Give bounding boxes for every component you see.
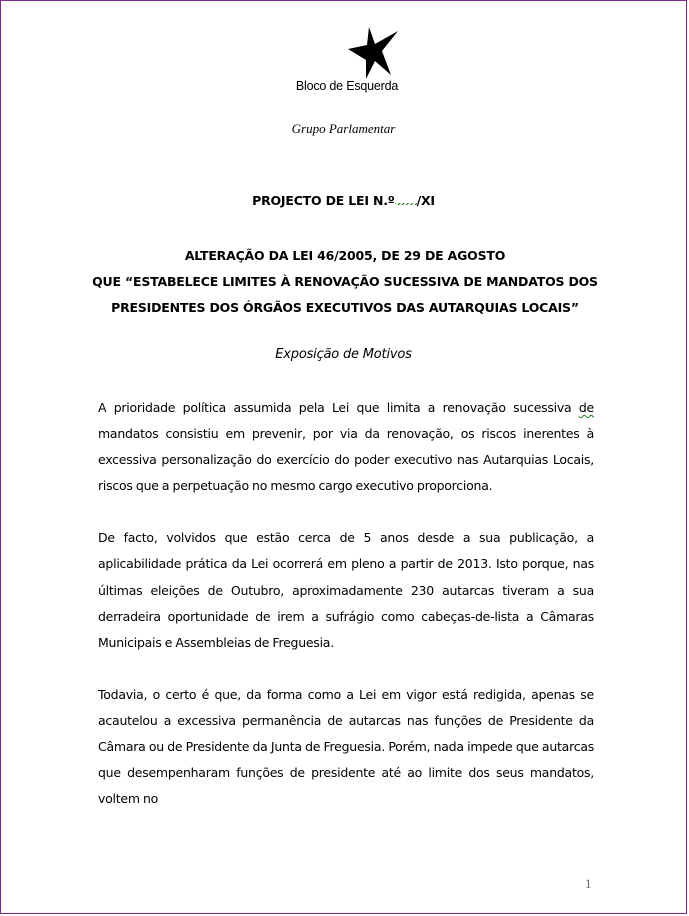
project-prefix: PROJECTO DE LEI N.º	[252, 193, 395, 208]
party-logo	[288, 27, 406, 99]
spellcheck-word: de	[578, 400, 594, 415]
title-line: QUE “ESTABELECE LIMITES À RENOVAÇÃO SUCESSIVA DE MANDATOS DOS	[92, 274, 598, 289]
paragraph-2: De facto, volvidos que estão cerca de 5 anos desde a sua publicação, a aplicabilidade prática da Lei ocorrerá em pleno a partir de 2013. Isto porque, nas últimas eleições de Outubro, aproximadamente 230 autarcas tiveram a sua derradeira oportunidade de irem a sufrágio como cabeças-de-lista a Câmaras Municipais e Assembleias de Freguesia.	[98, 530, 594, 650]
project-number	[1, 193, 686, 208]
paragraph-3: Todavia, o certo é que, da forma como a Lei em vigor está redigida, apenas se acautelou a excessiva permanência de autarcas nas funções de Presidente da Câmara ou de Presidente da Junta de Freguesia. Porém, nada impede que autarcas que desempenharam funções de presidente até ao limite dos seus mandatos, voltem no	[98, 686, 594, 807]
paragraph-1: A prioridade política assumida pela Lei que limita a renovação sucessiva de mandatos consistiu em prevenir, por via da renovação, os riscos inerentes à excessiva personalização do exercício do poder executivo nas Autarquias Locais, riscos que a perpetuação no mesmo cargo executivo proporciona.	[98, 400, 594, 494]
title-line: ALTERAÇÃO DA LEI 46/2005, DE 29 DE AGOSTO	[184, 248, 506, 263]
logo-text: Bloco de Esquerda	[295, 79, 399, 93]
body-text	[98, 395, 594, 838]
page-number: 1	[585, 876, 592, 891]
section-heading: Exposição de Motivos	[275, 347, 412, 362]
bill-title	[61, 243, 629, 321]
number-blank	[395, 195, 417, 205]
star-figure-icon	[346, 27, 398, 79]
group-subtitle: Grupo Parlamentar	[291, 121, 396, 136]
title-line: PRESIDENTES DOS ÓRGÃOS EXECUTIVOS DAS AUTARQUIAS LOCAIS”	[111, 300, 579, 315]
project-suffix: /XI	[416, 193, 435, 208]
